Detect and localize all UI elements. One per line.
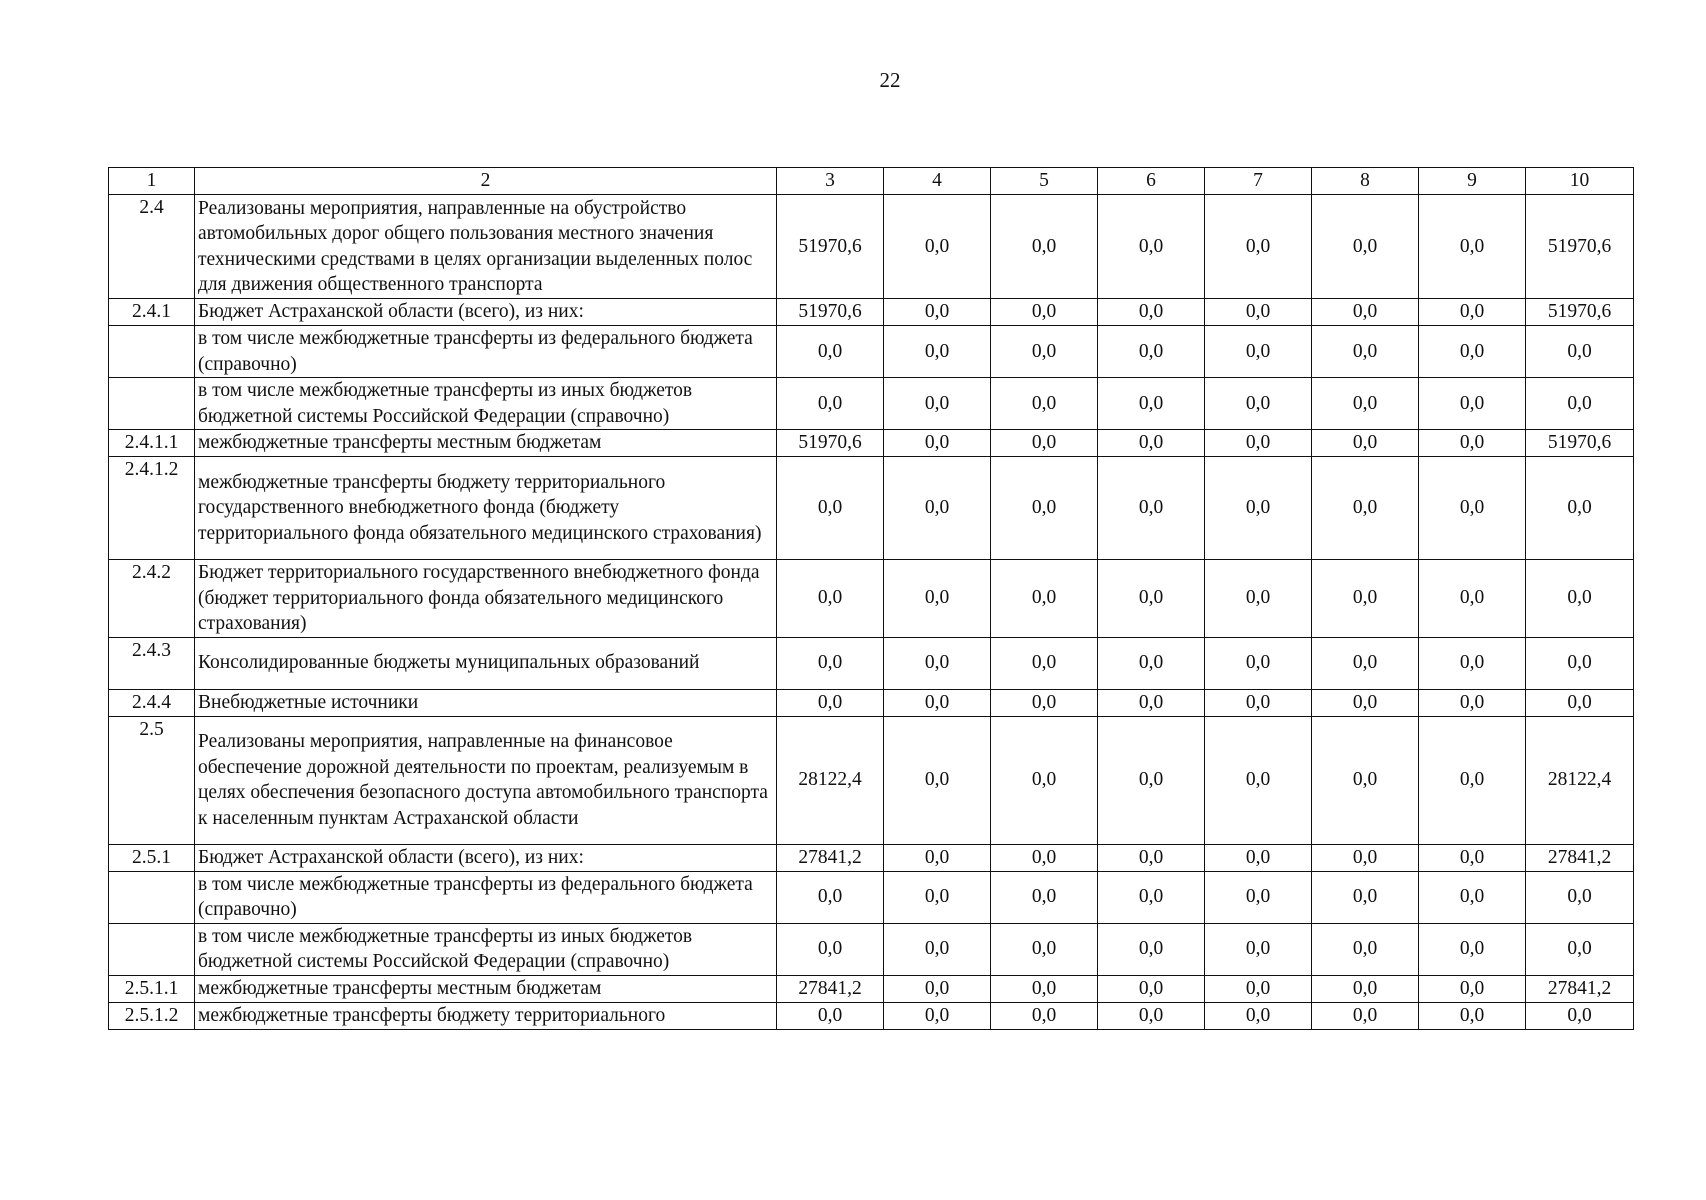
row-description: в том числе межбюджетные трансферты из федерального бюджета (справочно) [195,326,777,378]
value-cell-col-9: 0,0 [1419,637,1526,689]
value-cell-col-10: 51970,6 [1526,430,1634,457]
value-cell-col-3: 0,0 [777,326,884,378]
row-number [109,923,195,975]
row-number [109,378,195,430]
row-description: Реализованы мероприятия, направленные на обустройство автомобильных дорог общего пользования местного значения техническими средствами в целях организации выделенных полос для движения общественного транспорта [195,195,777,299]
row-number [109,326,195,378]
value-cell-col-5: 0,0 [991,871,1098,923]
column-header-4: 4 [884,168,991,195]
value-cell-col-5: 0,0 [991,457,1098,560]
value-cell-col-7: 0,0 [1205,716,1312,844]
value-cell-col-3: 51970,6 [777,195,884,299]
value-cell-col-4: 0,0 [884,326,991,378]
table-header [109,168,1634,195]
value-cell-col-4: 0,0 [884,975,991,1002]
row-number [109,871,195,923]
value-cell-col-9: 0,0 [1419,457,1526,560]
value-cell-col-5: 0,0 [991,560,1098,638]
value-cell-col-8: 0,0 [1312,716,1419,844]
value-cell-col-5: 0,0 [991,299,1098,326]
row-number: 2.4.3 [109,637,195,689]
value-cell-col-9: 0,0 [1419,975,1526,1002]
page-number: 22 [879,68,901,92]
value-cell-col-4: 0,0 [884,923,991,975]
value-cell-col-5: 0,0 [991,923,1098,975]
value-cell-col-10: 0,0 [1526,457,1634,560]
column-header-6: 6 [1098,168,1205,195]
column-header-2: 2 [195,168,777,195]
budget-table [108,167,1634,1030]
value-cell-col-7: 0,0 [1205,195,1312,299]
column-header-7: 7 [1205,168,1312,195]
value-cell-col-6: 0,0 [1098,195,1205,299]
value-cell-col-9: 0,0 [1419,844,1526,871]
value-cell-col-6: 0,0 [1098,871,1205,923]
value-cell-col-7: 0,0 [1205,299,1312,326]
value-cell-col-10: 0,0 [1526,378,1634,430]
table-row [109,326,1634,378]
value-cell-col-10: 0,0 [1526,1002,1634,1029]
row-number: 2.4.1 [109,299,195,326]
value-cell-col-9: 0,0 [1419,689,1526,716]
value-cell-col-6: 0,0 [1098,560,1205,638]
value-cell-col-5: 0,0 [991,689,1098,716]
table-row [109,923,1634,975]
value-cell-col-5: 0,0 [991,378,1098,430]
column-header-1: 1 [109,168,195,195]
table-row [109,975,1634,1002]
value-cell-col-4: 0,0 [884,299,991,326]
value-cell-col-10: 0,0 [1526,871,1634,923]
value-cell-col-10: 27841,2 [1526,975,1634,1002]
column-header-10: 10 [1526,168,1634,195]
value-cell-col-9: 0,0 [1419,560,1526,638]
value-cell-col-4: 0,0 [884,1002,991,1029]
value-cell-col-8: 0,0 [1312,923,1419,975]
value-cell-col-8: 0,0 [1312,844,1419,871]
value-cell-col-10: 51970,6 [1526,195,1634,299]
value-cell-col-7: 0,0 [1205,923,1312,975]
table-row [109,689,1634,716]
value-cell-col-5: 0,0 [991,844,1098,871]
value-cell-col-8: 0,0 [1312,378,1419,430]
row-number: 2.4 [109,195,195,299]
value-cell-col-6: 0,0 [1098,637,1205,689]
value-cell-col-10: 27841,2 [1526,844,1634,871]
value-cell-col-6: 0,0 [1098,975,1205,1002]
value-cell-col-7: 0,0 [1205,1002,1312,1029]
row-description: Внебюджетные источники [195,689,777,716]
value-cell-col-5: 0,0 [991,430,1098,457]
table-row [109,430,1634,457]
value-cell-col-7: 0,0 [1205,689,1312,716]
row-description: межбюджетные трансферты местным бюджетам [195,975,777,1002]
value-cell-col-4: 0,0 [884,637,991,689]
value-cell-col-4: 0,0 [884,871,991,923]
value-cell-col-6: 0,0 [1098,716,1205,844]
value-cell-col-10: 0,0 [1526,560,1634,638]
value-cell-col-6: 0,0 [1098,326,1205,378]
value-cell-col-5: 0,0 [991,716,1098,844]
value-cell-col-8: 0,0 [1312,430,1419,457]
value-cell-col-6: 0,0 [1098,844,1205,871]
value-cell-col-9: 0,0 [1419,430,1526,457]
value-cell-col-6: 0,0 [1098,923,1205,975]
value-cell-col-4: 0,0 [884,716,991,844]
value-cell-col-3: 27841,2 [777,844,884,871]
row-number: 2.5 [109,716,195,844]
value-cell-col-9: 0,0 [1419,871,1526,923]
value-cell-col-7: 0,0 [1205,975,1312,1002]
value-cell-col-5: 0,0 [991,326,1098,378]
value-cell-col-8: 0,0 [1312,871,1419,923]
column-header-9: 9 [1419,168,1526,195]
row-number: 2.5.1.1 [109,975,195,1002]
row-description: Реализованы мероприятия, направленные на финансовое обеспечение дорожной деятельности по проектам, реализуемым в целях обеспечения безопасного доступа автомобильного транспорта к населенным пунктам Астраханской области [195,716,777,844]
table-row [109,637,1634,689]
column-header-3: 3 [777,168,884,195]
value-cell-col-3: 0,0 [777,560,884,638]
value-cell-col-7: 0,0 [1205,871,1312,923]
value-cell-col-4: 0,0 [884,378,991,430]
row-description: Консолидированные бюджеты муниципальных образований [195,637,777,689]
row-description: в том числе межбюджетные трансферты из иных бюджетов бюджетной системы Российской Федерации (справочно) [195,378,777,430]
row-number: 2.5.1.2 [109,1002,195,1029]
value-cell-col-7: 0,0 [1205,560,1312,638]
value-cell-col-3: 0,0 [777,923,884,975]
row-number: 2.4.1.1 [109,430,195,457]
value-cell-col-6: 0,0 [1098,1002,1205,1029]
row-description: в том числе межбюджетные трансферты из федерального бюджета (справочно) [195,871,777,923]
table-row [109,195,1634,299]
value-cell-col-10: 51970,6 [1526,299,1634,326]
value-cell-col-4: 0,0 [884,195,991,299]
value-cell-col-8: 0,0 [1312,299,1419,326]
row-description: межбюджетные трансферты бюджету территориального [195,1002,777,1029]
row-description: Бюджет Астраханской области (всего), из них: [195,844,777,871]
row-number: 2.4.4 [109,689,195,716]
value-cell-col-4: 0,0 [884,457,991,560]
value-cell-col-9: 0,0 [1419,195,1526,299]
column-header-8: 8 [1312,168,1419,195]
value-cell-col-6: 0,0 [1098,457,1205,560]
row-description: межбюджетные трансферты местным бюджетам [195,430,777,457]
value-cell-col-3: 51970,6 [777,430,884,457]
value-cell-col-6: 0,0 [1098,378,1205,430]
value-cell-col-3: 0,0 [777,689,884,716]
value-cell-col-3: 28122,4 [777,716,884,844]
value-cell-col-3: 0,0 [777,637,884,689]
row-number: 2.4.1.2 [109,457,195,560]
value-cell-col-6: 0,0 [1098,299,1205,326]
value-cell-col-4: 0,0 [884,560,991,638]
value-cell-col-7: 0,0 [1205,378,1312,430]
value-cell-col-8: 0,0 [1312,560,1419,638]
header-row [109,168,1634,195]
value-cell-col-8: 0,0 [1312,689,1419,716]
table-row [109,378,1634,430]
value-cell-col-5: 0,0 [991,1002,1098,1029]
table-row [109,1002,1634,1029]
value-cell-col-3: 0,0 [777,457,884,560]
table-body [109,195,1634,1030]
value-cell-col-7: 0,0 [1205,637,1312,689]
value-cell-col-8: 0,0 [1312,195,1419,299]
value-cell-col-8: 0,0 [1312,326,1419,378]
value-cell-col-4: 0,0 [884,430,991,457]
value-cell-col-10: 28122,4 [1526,716,1634,844]
value-cell-col-10: 0,0 [1526,637,1634,689]
row-number: 2.4.2 [109,560,195,638]
value-cell-col-3: 27841,2 [777,975,884,1002]
value-cell-col-10: 0,0 [1526,689,1634,716]
row-description: Бюджет Астраханской области (всего), из них: [195,299,777,326]
table-row [109,457,1634,560]
table-row [109,844,1634,871]
table-row [109,871,1634,923]
row-number: 2.5.1 [109,844,195,871]
table-row [109,299,1634,326]
value-cell-col-9: 0,0 [1419,378,1526,430]
value-cell-col-3: 0,0 [777,378,884,430]
value-cell-col-9: 0,0 [1419,716,1526,844]
value-cell-col-6: 0,0 [1098,689,1205,716]
row-description: в том числе межбюджетные трансферты из иных бюджетов бюджетной системы Российской Федерации (справочно) [195,923,777,975]
table-row [109,560,1634,638]
value-cell-col-5: 0,0 [991,195,1098,299]
row-description: межбюджетные трансферты бюджету территориального государственного внебюджетного фонда (бюджету территориального фонда обязательного медицинского страхования) [195,457,777,560]
value-cell-col-5: 0,0 [991,975,1098,1002]
value-cell-col-8: 0,0 [1312,975,1419,1002]
value-cell-col-7: 0,0 [1205,326,1312,378]
value-cell-col-8: 0,0 [1312,457,1419,560]
value-cell-col-10: 0,0 [1526,923,1634,975]
value-cell-col-6: 0,0 [1098,430,1205,457]
value-cell-col-5: 0,0 [991,637,1098,689]
table-row [109,716,1634,844]
value-cell-col-7: 0,0 [1205,430,1312,457]
value-cell-col-3: 0,0 [777,1002,884,1029]
value-cell-col-7: 0,0 [1205,844,1312,871]
value-cell-col-9: 0,0 [1419,299,1526,326]
value-cell-col-9: 0,0 [1419,1002,1526,1029]
value-cell-col-7: 0,0 [1205,457,1312,560]
value-cell-col-8: 0,0 [1312,637,1419,689]
column-header-5: 5 [991,168,1098,195]
value-cell-col-10: 0,0 [1526,326,1634,378]
row-description: Бюджет территориального государственного внебюджетного фонда (бюджет территориального фонда обязательного медицинского страхования) [195,560,777,638]
value-cell-col-9: 0,0 [1419,326,1526,378]
value-cell-col-3: 0,0 [777,871,884,923]
value-cell-col-4: 0,0 [884,844,991,871]
value-cell-col-4: 0,0 [884,689,991,716]
value-cell-col-3: 51970,6 [777,299,884,326]
value-cell-col-8: 0,0 [1312,1002,1419,1029]
value-cell-col-9: 0,0 [1419,923,1526,975]
